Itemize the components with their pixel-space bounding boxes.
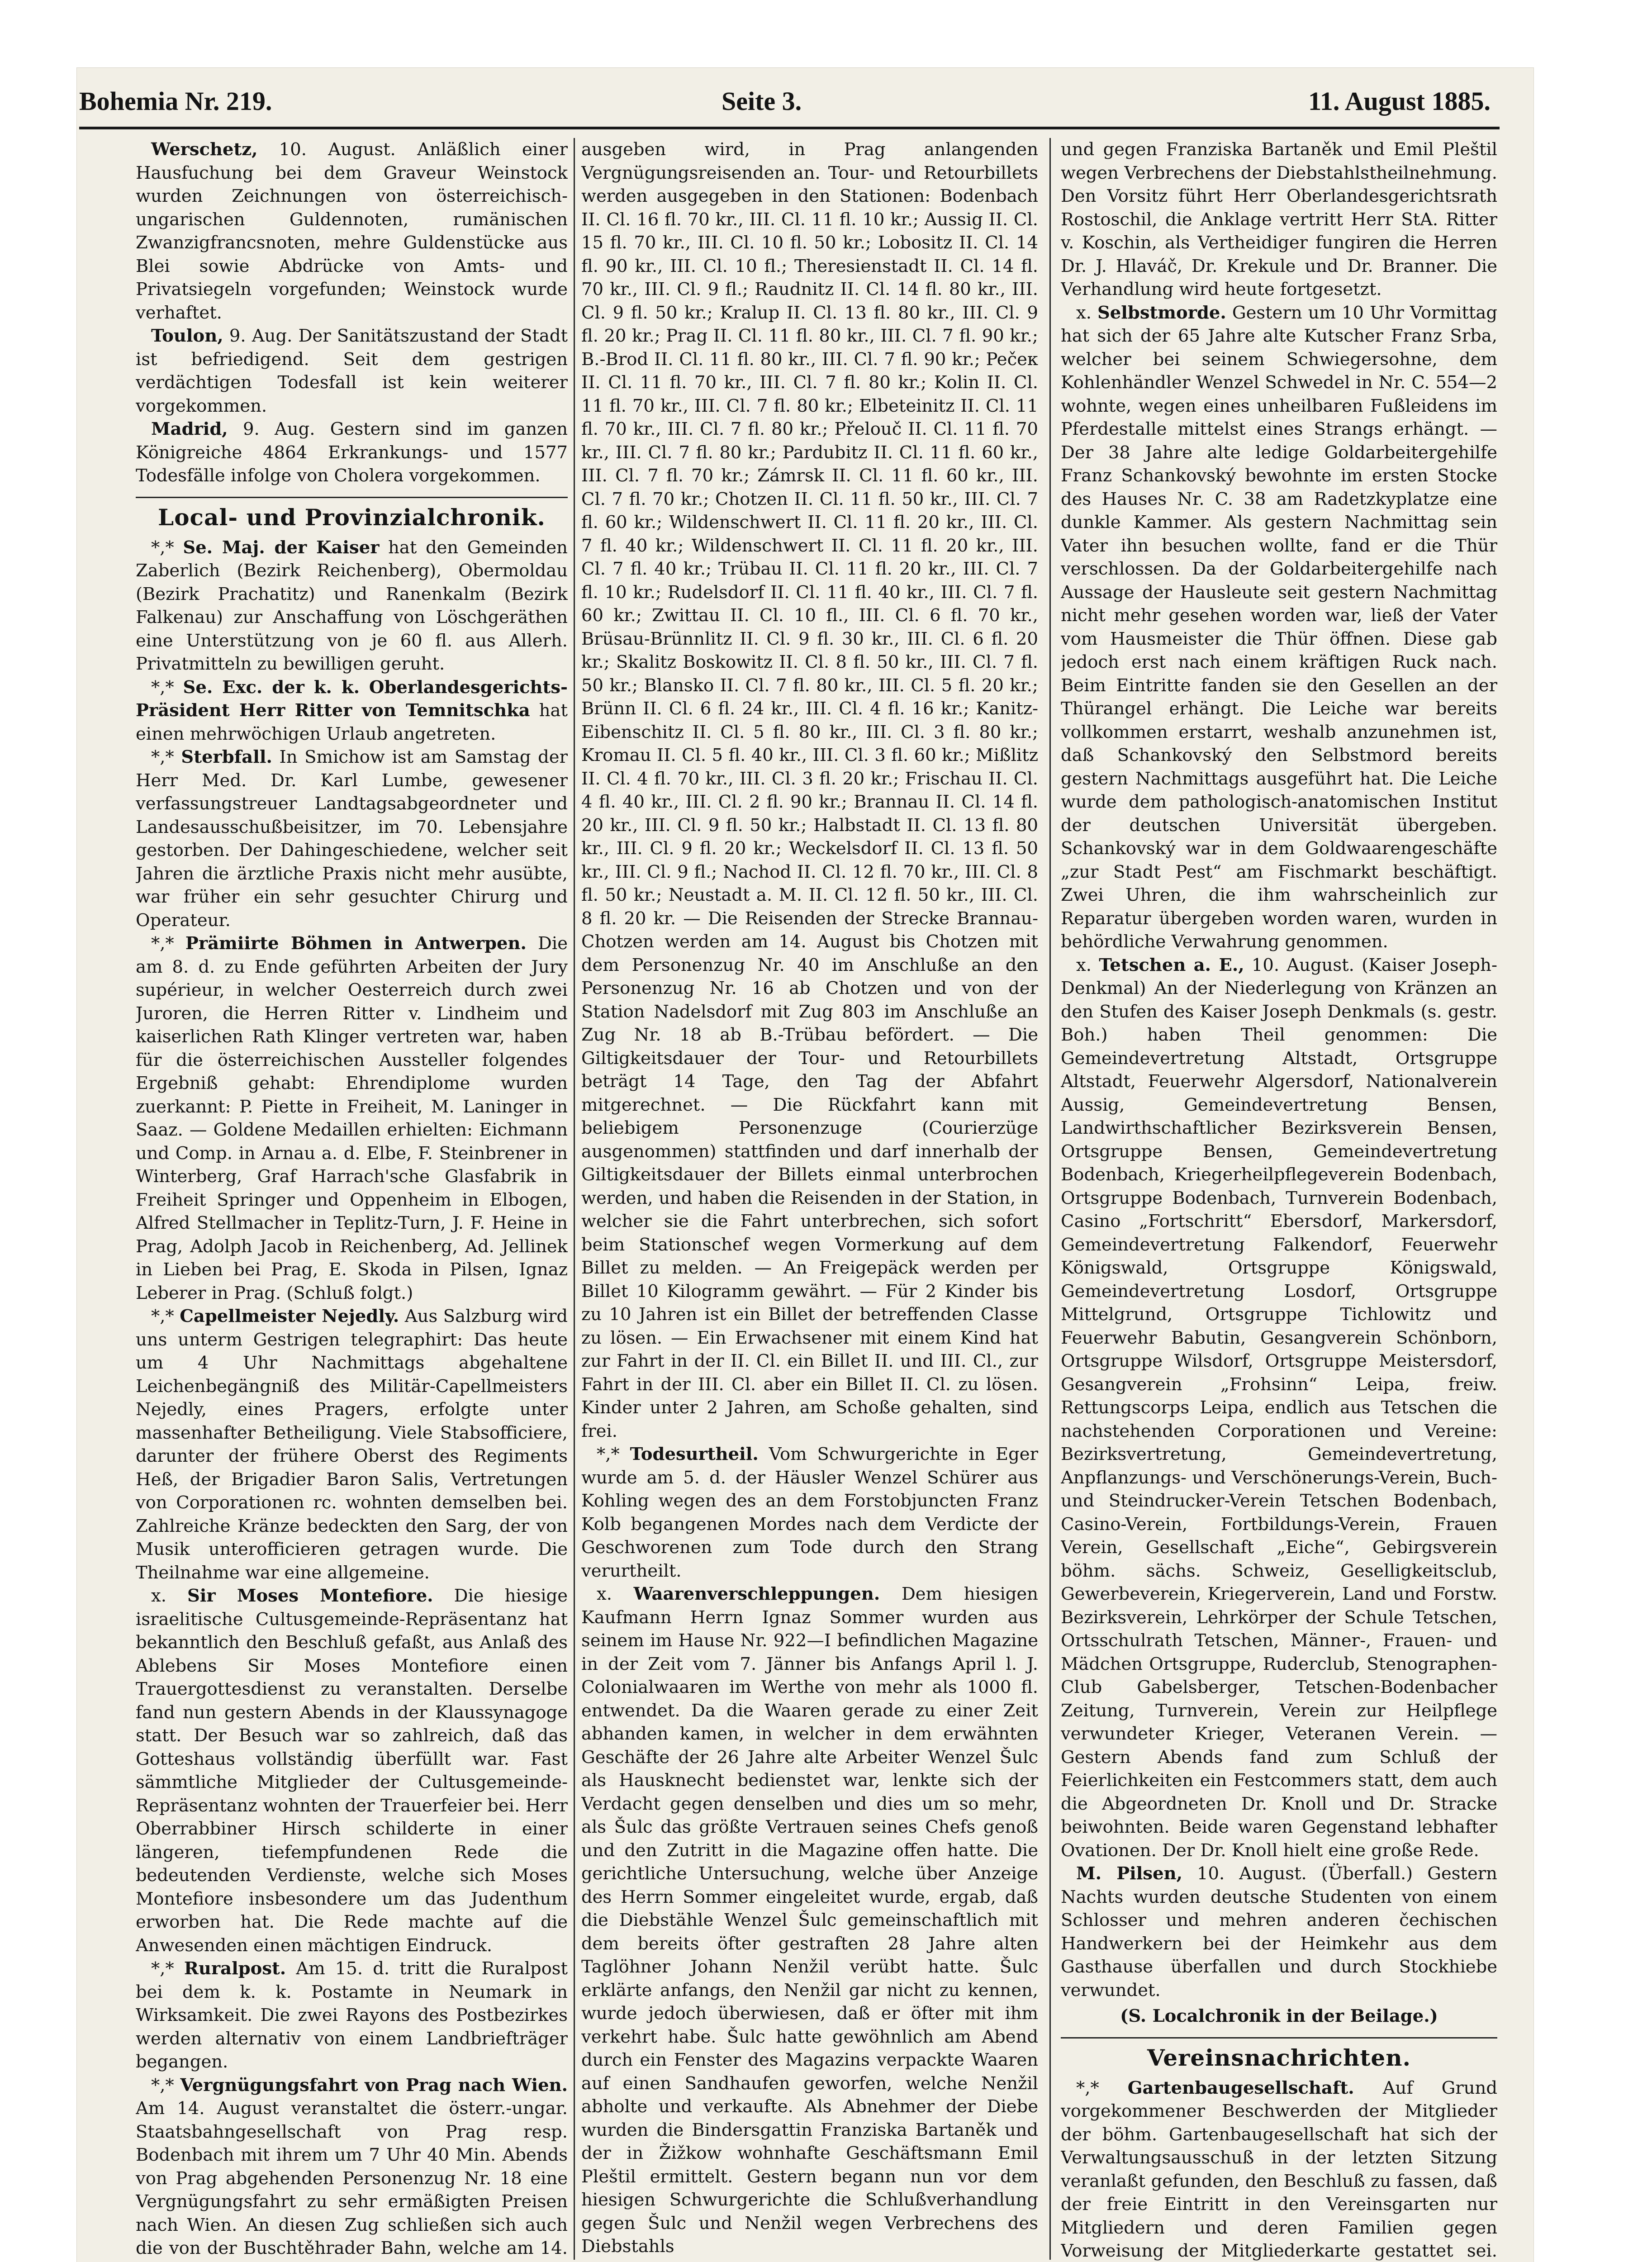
article-body: In Smichow ist am Samstag der Herr Med. Dr. Karl Lumbe, gewesener verfassungstreuer Landtagsabgeordneter und Landesausschußbeisitzer, im 70. Lebensjahre gestorben. Der Dahingeschiedene, welcher seit Jahren die ärztliche Praxis nicht mehr ausübte, war früher ein sehr gesuchter Chirurg und Operateur. [136, 747, 568, 931]
article-dateline: M. Pilsen, [1076, 1863, 1182, 1884]
article-body: Auf Grund vorgekommener Beschwerden der Mitglieder der böhm. Gartenbaugesellschaft hat sich der Verwaltungsausschuß in der letzten Sitzung veranlaßt gefunden, den Beschluß zu fassen, daß der freie Eintritt in den Vereinsgarten nur Mitgliedern und deren Familien gegen Vorweisung der Mitgliederkarte gestattet sei. [1061, 2077, 1497, 2261]
article-body: 9. Aug. Der Sanitätszustand der Stadt ist befriedigend. Seit dem gestrigen verdächtigen Todesfall ist kein weiterer vorgekommen. [136, 326, 568, 416]
column-rule [1049, 138, 1051, 2260]
article-body: 9. Aug. Gestern sind im ganzen Königreiche 4864 Erkrankungs- und 1577 Todesfälle infolge von Cholera vorgekommen. [136, 419, 568, 486]
article-body: hat einen mehrwöchigen Urlaub angetreten. [136, 700, 568, 744]
article-vergnuegungsfahrt-cont [581, 138, 1038, 1443]
article-werschetz [136, 138, 568, 324]
article-sterbfall: *,* Sterbfall. In Smichow ist am Samstag der Herr Med. Dr. Karl Lumbe, gewesener verfassungstreuer Landtagsabgeordneter und Landesausschußbeisitzer, im 70. Lebensjahre gestorben. Der Dahingeschiedene, welcher seit Jahren die ärztliche Praxis nicht mehr ausübte, war früher ein sehr gesuchter Chirurg und Operateur. [136, 747, 568, 931]
article-dateline: Werschetz, [151, 139, 258, 160]
article-body: Am 15. d. tritt die Ruralpost bei dem k. k. Postamte in Neumark in Wirksamkeit. Die zwei Rayons des Postbezirkes werden alternativ von einem Landbriefträger begangen. [136, 1958, 568, 2072]
article-todesurtheil: *,* Todesurtheil. Vom Schwurgerichte in Eger wurde am 5. d. der Häusler Wenzel Schürer aus Kohling wegen des an dem Forstobjuncten Franz Kolb begangenen Mordes nach dem Verdicte der Geschworenen zum Tode durch den Strang verurtheilt. [581, 1444, 1038, 1581]
article-gartenbau: *,* Gartenbaugesellschaft. Auf Grund vorgekommener Beschwerden der Mitglieder der böhm. Gartenbaugesellschaft hat sich der Verwaltungsausschuß in der letzten Sitzung veranlaßt gefunden, den Beschluß zu fassen, daß der freie Eintritt in den Vereinsgarten nur Mitgliedern und deren Familien gegen Vorweisung der Mitgliederkarte gestattet sei. [1061, 2077, 1497, 2262]
article-body: Die am 8. d. zu Ende geführten Arbeiten der Jury supérieur, in welcher Oesterreich durch zwei Juroren, die Herren Ritter v. Lindheim und kaiserlichen Rath Klinger vertreten war, haben für die österreichischen Aussteller folgendes Ergebniß gehabt: Ehrendiplome wurden zuerkannt: P. Piette in Freiheit, M. Laninger in Saaz. — Goldene Medaillen erhielten: Eichmann und Comp. in Arnau a. d. Elbe, F. Steinbrener in Winterberg, Graf Harrach'sche Glasfabrik in Freiheit Springer und Oppenheim in Elbogen, Alfred Stellmacher in Teplitz-Turn, J. F. Heine in Prag, Adolph Jacob in Reichenberg, Ad. Jellinek in Lieben bei Prag, E. Skoda in Pilsen, Ignaz Leberer in Prag. (Schluß folgt.) [136, 933, 568, 1303]
article-pilsen [1061, 1862, 1497, 2002]
section-heading-vereinsnachrichten: Vereinsnachrichten. [1061, 2037, 1497, 2072]
article-waarenverschleppungen: x. Waarenverschleppungen. Dem hiesigen Kaufmann Herrn Ignaz Sommer wurden aus seinem im Hause Nr. 922—I befindlichen Magazine in der Zeit vom 7. Jänner bis Anfangs April l. J. Colonialwaaren im Werthe von mehr als 1000 fl. entwendet. Da die Waaren gerade zu einer Zeit abhanden kamen, in welcher in dem erwähnten Geschäfte der 26 Jahre alte Arbeiter Wenzel Šulc als Hausknecht bedienstet war, lenkte sich der Verdacht gegen denselben und dies um so mehr, als Šulc das größte Vertrauen seines Chefs genoß und den Zutritt in die Magazine offen hatte. Die gerichtliche Untersuchung, welche über Anzeige des Herrn Sommer eingeleitet wurde, ergab, daß die Diebstähle Wenzel Šulc gemeinschaftlich mit dem bereits öfter gestraften 28 Jahre alten Taglöhner Johann Nenžil verübt hatte. Šulc erklärte anfangs, den Nenžil gar nicht zu kennen, wurde jedoch überwiesen, daß er öfter mit ihm verkehrt habe. Šulc hatte gewöhnlich am Abend durch ein Fenster des Magazins verpackte Waaren auf einen Sandhaufen geworfen, welche Nenžil abholte und verkaufte. Als Abnehmer der Diebe wurden die Bindersgattin Franziska Bartaněk und der in Žižkow wohnhafte Geschäftsmann Emil Pleštil ermittelt. Gestern begann nun vor dem hiesigen Schwurgerichte die Schlußverhandlung gegen Šulc und Nenžil wegen Verbrechens des Diebstahls [581, 1584, 1038, 2257]
article-antwerpen: *,* Prämiirte Böhmen in Antwerpen. Die am 8. d. zu Ende geführten Arbeiten der Jury supérieur, in welcher Oesterreich durch zwei Juroren, die Herren Ritter v. Lindheim und kaiserlichen Rath Klinger vertreten war, haben für die österreichischen Aussteller folgendes Ergebniß gehabt: Ehrendiplome wurden zuerkannt: P. Piette in Freiheit, M. Laninger in Saaz. — Goldene Medaillen erhielten: Eichmann und Comp. in Arnau a. d. Elbe, F. Steinbrener in Winterberg, Graf Harrach'sche Glasfabrik in Freiheit Springer und Oppenheim in Elbogen, Alfred Stellmacher in Teplitz-Turn, J. F. Heine in Prag, Adolph Jacob in Reichenberg, Ad. Jellinek in Lieben bei Prag, E. Skoda in Pilsen, Ignaz Leberer in Prag. (Schluß folgt.) [136, 933, 568, 1303]
article-tetschen: x. Tetschen a. E., 10. August. (Kaiser Joseph-Denkmal) An der Niederlegung von Kränzen an den Stufen des Kaiser Joseph Denkmals (s. gestr. Boh.) haben Theil genommen: Die Gemeindevertretung Altstadt, Ortsgruppe Altstadt, Feuerwehr Algersdorf, Nationalverein Aussig, Gemeindevertretung Bensen, Landwirthschaftlicher Bezirksverein Bensen, Ortsgruppe Bensen, Gemeindevertretung Bodenbach, Kriegerheilpflegeverein Bodenbach, Ortsgruppe Bodenbach, Turnverein Bodenbach, Casino „Fortschritt“ Ebersdorf, Markersdorf, Gemeindevertretung Falkendorf, Feuerwehr Königswald, Ortsgruppe Königswald, Gemeindevertretung Losdorf, Ortsgruppe Mittelgrund, Ortsgruppe Tichlowitz und Feuerwehr Babutin, Gesangverein Schönborn, Ortsgruppe Wilsdorf, Ortsgruppe Meistersdorf, Gesangverein „Frohsinn“ Leipa, freiw. Rettungscorps Leipa, endlich aus Tetschen die nachstehenden Corporationen und Vereine: Bezirksvertretung, Gemeindevertretung, Anpflanzungs- und Verschönerungs-Verein, Buch- und Steindrucker-Verein Tetschen Bodenbach, Casino-Verein, Fortbildungs-Verein, Frauen Verein, Gesellschaft „Eiche“, Gebirgsverein böhm. sächs. Schweiz, Geselligkeitsclub, Gewerbeverein, Kriegerverein, Land und Forstw. Bezirksverein, Lehrkörper der Schule Tetschen, Ortsschulrath Tetschen, Männer-, Frauen- und Mädchen Ortsgruppe, Ruderclub, Stenographen-Club Gabelsberger, Tetschen-Bodenbacher Zeitung, Turnverein, Verein zur Heilpflege verwundeter Krieger, Veteranen Verein. — Gestern Abends fand zum Schluß der Feierlichkeiten ein Festcommers statt, dem auch die Abgeordneten Dr. Knoll und Dr. Stracke beiwohnten. Beide waren Gegenstand lebhafter Ovationen. Der Dr. Knoll hielt eine große Rede. [1061, 955, 1497, 1861]
page-number: Seite 3. [722, 86, 802, 116]
article-body: 10. August. Anläßlich einer Hausfuchung bei dem Graveur Weinstock wurden Zeichnungen von österreichisch-ungarischen Guldennoten, rumänischen Zwanzigfrancsnoten, mehre Guldenstücke aus Blei sowie Abdrücke von Amts- und Privatsiegeln vorgefunden; Weinstock wurde verhaftet. [136, 139, 568, 323]
article-body: 10. August. (Überfall.) Gestern Nachts wurden deutsche Studenten von einem Schlosser und mehren anderen čechischen Handwerkern bei der Heimkehr aus dem Gasthause überfallen und durch Stockhiebe verwundet. [1061, 1863, 1497, 2001]
article-vergnuegungsfahrt: *,* Vergnügungsfahrt von Prag nach Wien. Am 14. August veranstaltet die österr.-ungar. Staatsbahngesellschaft von Prag resp. Bodenbach mit ihrem um 7 Uhr 40 Min. Abends von Prag abgehenden Personenzug Nr. 18 eine Vergnügungsfahrt zu sehr ermäßigten Preisen nach Wien. An diesen Zug schließen sich auch die von der Buschtěhrader Bahn, welche am 14. [136, 2074, 568, 2262]
localchronik-note: (S. Localchronik in der Beilage.) [1120, 2006, 1438, 2026]
page-header [79, 86, 1491, 122]
article-title: Vergnügungsfahrt von Prag nach Wien. [180, 2075, 568, 2096]
article-title: Waarenverschleppungen. [633, 1584, 880, 1604]
article-madrid [136, 418, 568, 488]
article-montefiore: x. Sir Moses Montefiore. Die hiesige israelitische Cultusgemeinde-Repräsentanz hat bekanntlich den Beschluß gefaßt, aus Anlaß des Ablebens Sir Moses Montefiore einen Trauergottesdienst zu veranstalten. Derselbe fand nun gestern Abends in der Klaussynagoge statt. Der Besuch war so zahlreich, daß das Gotteshaus vollständig überfüllt war. Fast sämmtliche Mitglieder der Cultusgemeinde-Repräsentanz wohnten der Trauerfeier bei. Herr Oberrabbiner Hirsch schilderte in einer längeren, tiefempfundenen Rede die bedeutenden Verdienste, welche sich Moses Montefiore insbesondere um das Judenthum erworben hat. Die Rede machte auf die Anwesenden einen mächtigen Eindruck. [136, 1586, 568, 1956]
column-3 [1061, 138, 1497, 2262]
article-nejedly: *,* Capellmeister Nejedly. Aus Salzburg wird uns unterm Gestrigen telegraphirt: Das heute um 4 Uhr Nachmittags abgehaltene Leichenbegängniß des Militär-Capellmeisters Nejedly, eines Pragers, erfolgte unter massenhafter Betheiligung. Viele Stabsofficiere, darunter der frühere Oberst des Regiments Heß, der Brigadier Baron Salis, Vertretungen von Corporationen rc. wohnten demselben bei. Zahlreiche Kränze bedeckten den Sarg, der von Musik unterofficieren getragen wurde. Die Theilnahme war eine allgemeine. [136, 1306, 568, 1583]
article-title: Sterbfall. [181, 747, 272, 767]
article-body: Gestern um 10 Uhr Vormittag hat sich der 65 Jahre alte Kutscher Franz Srba, welcher bei seinem Schwiegersohne, dem Kohlenhändler Wenzel Schwedel in Nr. C. 554—2 wohnte, wegen eines unheilbaren Fußleidens im Pferdestalle mittelst eines Strangs erhängt. — Der 38 Jahre alte ledige Goldarbeitergehilfe Franz Schankovský bewohnte im ersten Stocke des Hauses Nr. C. 38 am Radetzkyplatze eine dunkle Kammer. Als gestern Nachmittag sein Vater ihn besuchen wollte, fand er die Thür verschlossen. Da der Goldarbeitergehilfe nach Aussage der Hausleute seit gestern Nachmittag nicht mehr gesehen worden war, ließ der Vater vom Hausmeister die Thür öffnen. Diese gab jedoch erst nach einem kräftigen Ruck nach. Beim Eintritte fanden sie den Gesellen an der Thürangel erhängt. Die Leiche war bereits vollkommen erstarrt, weshalb anzunehmen ist, daß Schankovský den Selbstmord bereits gestern Nachmittags ausgeführt hat. Die Leiche wurde dem pathologisch-anatomischen Institut der deutschen Universität übergeben. Schankovský war in dem Goldwaarengeschäfte „zur Stadt Pest“ am Fischmarkt beschäftigt. Zwei Uhren, die ihm wahrscheinlich zur Reparatur übergeben worden waren, wurden in behördliche Verwahrung genommen. [1061, 302, 1497, 952]
article-body: und gegen Franziska Bartaněk und Emil Pleštil wegen Verbrechens der Diebstahlstheilnehmung. Den Vorsitz führt Herr Oberlandesgerichtsrath Rostoschil, die Anklage vertritt Herr StA. Ritter v. Koschin, als Vertheidiger fungiren die Herren Dr. J. Hlaváč, Dr. Krekule und Dr. Branner. Die Verhandlung wird heute fortgesetzt. [1061, 139, 1497, 299]
issue-date: 11. August 1885. [1308, 86, 1491, 116]
article-temnitschka: *,* Se. Exc. der k. k. Oberlandesgerichts-Präsident Herr Ritter von Temnitschka hat einen mehrwöchigen Urlaub angetreten. [136, 677, 568, 744]
article-body: Die hiesige israelitische Cultusgemeinde-Repräsentanz hat bekanntlich den Beschluß gefaßt, aus Anlaß des Ablebens Sir Moses Montefiore einen Trauergottesdienst zu veranstalten. Derselbe fand nun gestern Abends in der Klaussynagoge statt. Der Besuch war so zahlreich, daß das Gotteshaus vollständig überfüllt war. Fast sämmtliche Mitglieder der Cultusgemeinde-Repräsentanz wohnten der Trauerfeier bei. Herr Oberrabbiner Hirsch schilderte in einer längeren, tiefempfundenen Rede die bedeutenden Verdienste, welche sich Moses Montefiore insbesondere um das Judenthum erworben hat. Die Rede machte auf die Anwesenden einen mächtigen Eindruck. [136, 1586, 568, 1956]
article-body: Aus Salzburg wird uns unterm Gestrigen telegraphirt: Das heute um 4 Uhr Nachmittags abgehaltene Leichenbegängniß des Militär-Capellmeisters Nejedly, eines Pragers, erfolgte unter massenhafter Betheiligung. Viele Stabsofficiere, darunter der frühere Oberst des Regiments Heß, der Brigadier Baron Salis, Vertretungen von Corporationen rc. wohnten demselben bei. Zahlreiche Kränze bedeckten den Sarg, der von Musik unterofficieren getragen wurde. Die Theilnahme war eine allgemeine. [136, 1306, 568, 1583]
article-body: ausgeben wird, in Prag anlangenden Vergnügungsreisenden an. Tour- und Retourbillets werden ausgegeben in den Stationen: Bodenbach II. Cl. 16 fl. 70 kr., III. Cl. 11 fl. 10 kr.; Aussig II. Cl. 15 fl. 70 kr., III. Cl. 10 fl. 50 kr.; Lobositz II. Cl. 14 fl. 90 kr., III. Cl. 10 fl.; Theresienstadt II. Cl. 14 fl. 70 kr., III. Cl. 9 fl.; Raudnitz II. Cl. 14 fl. 80 kr., III. Cl. 9 fl. 50 kr.; Kralup II. Cl. 13 fl. 80 kr., III. Cl. 9 fl. 20 kr.; Prag II. Cl. 11 fl. 80 kr., III. Cl. 7 fl. 90 kr.; B.-Brod II. Cl. 11 fl. 80 kr., III. Cl. 7 fl. 90 kr.; Pečeк II. Cl. 11 fl. 70 kr., III. Cl. 7 fl. 80 kr.; Kolin II. Cl. 11 fl. 70 kr., III. Cl. 7 fl. 80 kr.; Elbeteinitz II. Cl. 11 fl. 70 kr., III. Cl. 7 fl. 80 kr.; Přelouč II. Cl. 11 fl. 70 kr., III. Cl. 7 fl. 80 kr.; Pardubitz II. Cl. 11 fl. 60 kr., III. Cl. 7 fl. 70 kr.; Zámrsk II. Cl. 11 fl. 60 kr., III. Cl. 7 fl. 70 kr.; Chotzen II. Cl. 11 fl. 50 kr., III. Cl. 7 fl. 60 kr.; Wildenschwert II. Cl. 11 fl. 20 kr., III. Cl. 7 fl. 40 kr.; Wildenschwert II. Cl. 11 fl. 20 kr., III. Cl. 7 fl. 40 kr.; Trübau II. Cl. 11 fl. 20 kr., III. Cl. 7 fl. 10 kr.; Rudelsdorf II. Cl. 11 fl. 40 kr., III. Cl. 7 fl. 60 kr.; Zwittau II. Cl. 10 fl., III. Cl. 6 fl. 70 kr., Brüsau-Brünnlitz II. Cl. 9 fl. 30 kr., III. Cl. 6 fl. 20 kr.; Skalitz Boskowitz II. Cl. 8 fl. 50 kr., III. Cl. 7 fl. 50 kr.; Blansko II. Cl. 7 fl. 80 kr., III. Cl. 5 fl. 20 kr.; Brünn II. Cl. 6 fl. 24 kr., III. Cl. 4 fl. 16 kr.; Kanitz-Eibenschitz II. Cl. 5 fl. 80 kr., III. Cl. 3 fl. 80 kr.; Kromau II. Cl. 5 fl. 40 kr., III. Cl. 3 fl. 60 kr.; Mißlitz II. Cl. 4 fl. 70 kr., III. Cl. 3 fl. 20 kr.; Frischau II. Cl. 4 fl. 40 kr., III. Cl. 2 fl. 90 kr.; Brannau II. Cl. 14 fl. 20 kr., III. Cl. 9 fl. 50 kr.; Halbstadt II. Cl. 13 fl. 80 kr., III. Cl. 9 fl. 20 kr.; Weckelsdorf II. Cl. 13 fl. 50 kr., III. Cl. 9 fl.; Nachod II. Cl. 12 fl. 70 kr., III. Cl. 8 fl. 50 kr.; Neustadt a. M. II. Cl. 12 fl. 50 kr., III. Cl. 8 fl. 20 kr. — Die Reisenden der Strecke Brannau-Chotzen werden am 14. August bis Chotzen mit dem Personenzug Nr. 40 im Anschluße an den Personenzug Nr. 16 ab Chotzen und von der Station Nadelsdorf mit Zug 803 im Anschluße an Zug Nr. 18 ab B.-Trübau befördert. — Die Giltigkeitsdauer der Tour- und Retourbillets beträgt 14 Tage, den Tag der Abfahrt mitgerechnet. — Die Rückfahrt kann mit beliebigem Personenzuge (Courierzüge ausgenommen) stattfinden und darf innerhalb der Giltigkeitsdauer der Billets einmal unterbrochen werden, und haben die Reisenden in der Station, in welcher sie die Fahrt unterbrechen, sich sofort beim Stationschef wegen Vormerkung auf dem Billet zu melden. — An Freigepäck werden per Billet 10 Kilogramm gewährt. — Für 2 Kinder bis zu 10 Jahren ist ein Billet der betreffenden Classe zu lösen. — Ein Erwachsener mit einem Kind hat zur Fahrt in der II. Cl. ein Billet II. und III. Cl., zur Fahrt in der III. Cl. aber ein Billet II. Cl. zu lösen. Kinder unter 2 Jahren, am Schoße gehalten, sind frei. [581, 139, 1038, 1441]
newspaper-issue: Bohemia Nr. 219. [79, 86, 272, 116]
article-dateline: Tetschen a. E., [1099, 955, 1244, 975]
column-1 [136, 138, 568, 2262]
article-waarenverschleppungen-cont [1061, 138, 1497, 301]
header-rule [79, 127, 1500, 129]
section-heading-local: Local- und Provinzialchronik. [136, 497, 568, 532]
article-body: 10. August. (Kaiser Joseph-Denkmal) An der Niederlegung von Kränzen an den Stufen des Kaiser Joseph Denkmals (s. gestr. Boh.) haben Theil genommen: Die Gemeindevertretung Altstadt, Ortsgruppe Altstadt, Feuerwehr Algersdorf, Nationalverein Aussig, Gemeindevertretung Bensen, Landwirthschaftlicher Bezirksverein Bensen, Ortsgruppe Bensen, Gemeindevertretung Bodenbach, Kriegerheilpflegeverein Bodenbach, Ortsgruppe Bodenbach, Turnverein Bodenbach, Casino „Fortschritt“ Ebersdorf, Markersdorf, Gemeindevertretung Falkendorf, Feuerwehr Königswald, Ortsgruppe Königswald, Gemeindevertretung Losdorf, Ortsgruppe Mittelgrund, Ortsgruppe Tichlowitz und Feuerwehr Babutin, Gesangverein Schönborn, Ortsgruppe Wilsdorf, Ortsgruppe Meistersdorf, Gesangverein „Frohsinn“ Leipa, freiw. Rettungscorps Leipa, endlich aus Tetschen die nachstehenden Corporationen und Vereine: Bezirksvertretung, Gemeindevertretung, Anpflanzungs- und Verschönerungs-Verein, Buch- und Steindrucker-Verein Tetschen Bodenbach, Casino-Verein, Fortbildungs-Verein, Frauen Verein, Gesellschaft „Eiche“, Gebirgsverein böhm. sächs. Schweiz, Geselligkeitsclub, Gewerbeverein, Kriegerverein, Land und Forstw. Bezirksverein, Lehrkörper der Schule Tetschen, Ortsschulrath Tetschen, Männer-, Frauen- und Mädchen Ortsgruppe, Ruderclub, Stenographen-Club Gabelsberger, Tetschen-Bodenbacher Zeitung, Turnverein, Verein zur Heilpflege verwundeter Krieger, Veteranen Verein. — Gestern Abends fand zum Schluß der Feierlichkeiten ein Festcommers statt, dem auch die Abgeordneten Dr. Knoll und Dr. Stracke beiwohnten. Beide waren Gegenstand lebhafter Ovationen. Der Dr. Knoll hielt eine große Rede. [1061, 955, 1497, 1861]
article-title: Todesurtheil. [630, 1444, 759, 1464]
article-dateline: Toulon, [151, 326, 223, 346]
article-title: Prämiirte Böhmen in Antwerpen. [185, 933, 527, 954]
article-title: Se. Exc. der k. k. Oberlandesgerichts-Präsident Herr Ritter von Temnitschka [136, 677, 568, 721]
article-title: Selbstmorde. [1097, 302, 1226, 323]
column-2 [581, 138, 1038, 2262]
article-body: hat den Gemeinden Zaberlich (Bezirk Reichenberg), Obermoldau (Bezirk Prachatitz) und Ranenkalm (Bezirk Falkenau) zur Anschaffung von Löschgeräthen eine Unterstützung von je 60 fl. aus Allerh. Privatmitteln zu bewilligen geruht. [136, 537, 568, 674]
article-body: Am 14. August veranstaltet die österr.-ungar. Staatsbahngesellschaft von Prag resp. Bodenbach mit ihrem um 7 Uhr 40 Min. Abends von Prag abgehenden Personenzug Nr. 18 eine Vergnügungsfahrt zu sehr ermäßigten Preisen nach Wien. An diesen Zug schließen sich auch die von der Buschtěhrader Bahn, welche am 14. [136, 2098, 568, 2258]
article-title: Ruralpost. [184, 1958, 286, 1979]
article-ruralpost: *,* Ruralpost. Am 15. d. tritt die Ruralpost bei dem k. k. Postamte in Neumark in Wirksamkeit. Die zwei Rayons des Postbezirkes werden alternativ von einem Landbriefträger begangen. [136, 1958, 568, 2072]
article-toulon [136, 324, 568, 418]
column-rule [574, 138, 575, 2260]
article-title: Gartenbaugesellschaft. [1127, 2077, 1354, 2098]
article-body: Dem hiesigen Kaufmann Herrn Ignaz Sommer wurden aus seinem im Hause Nr. 922—I befindlichen Magazine in der Zeit vom 7. Jänner bis Anfangs April l. J. Colonialwaaren im Werthe von mehr als 1000 fl. entwendet. Da die Waaren gerade zu einer Zeit abhanden kamen, in welcher in dem erwähnten Geschäfte der 26 Jahre alte Arbeiter Wenzel Šulc als Hausknecht bedienstet war, lenkte sich der Verdacht gegen denselben und dies um so mehr, als Šulc das größte Vertrauen seines Chefs genoß und den Zutritt in die Magazine offen hatte. Die gerichtliche Untersuchung, welche über Anzeige des Herrn Sommer eingeleitet wurde, ergab, daß die Diebstähle Wenzel Šulc gemeinschaftlich mit dem bereits öfter gestraften 28 Jahre alten Taglöhner Johann Nenžil verübt hatte. Šulc erklärte anfangs, den Nenžil gar nicht zu kennen, wurde jedoch überwiesen, daß er öfter mit ihm verkehrt habe. Šulc hatte gewöhnlich am Abend durch ein Fenster des Magazins verpackte Waaren auf einen Sandhaufen geworfen, welche Nenžil abholte und verkaufte. Als Abnehmer der Diebe wurden die Bindersgattin Franziska Bartaněk und der in Žižkow wohnhafte Geschäftsmann Emil Pleštil ermittelt. Gestern begann nun vor dem hiesigen Schwurgerichte die Schlußverhandlung gegen Šulc und Nenžil wegen Verbrechens des Diebstahls [581, 1584, 1038, 2257]
article-kaiser: *,* Se. Maj. der Kaiser hat den Gemeinden Zaberlich (Bezirk Reichenberg), Obermoldau (Bezirk Prachatitz) und Ranenkalm (Bezirk Falkenau) zur Anschaffung von Löschgeräthen eine Unterstützung von je 60 fl. aus Allerh. Privatmitteln zu bewilligen geruht. [136, 537, 568, 674]
article-title: Sir Moses Montefiore. [187, 1586, 433, 1606]
article-title: Capellmeister Nejedly. [180, 1306, 399, 1326]
article-body: Vom Schwurgerichte in Eger wurde am 5. d. der Häusler Wenzel Schürer aus Kohling wegen des an dem Forstobjuncten Franz Kolb begangenen Mordes nach dem Verdicte der Geschworenen zum Tode durch den Strang verurtheilt. [581, 1444, 1038, 1581]
article-title: Se. Maj. der Kaiser [183, 537, 380, 558]
article-dateline: Madrid, [151, 419, 228, 439]
article-selbstmorde: x. Selbstmorde. Gestern um 10 Uhr Vormittag hat sich der 65 Jahre alte Kutscher Franz Srba, welcher bei seinem Schwiegersohne, dem Kohlenhändler Wenzel Schwedel in Nr. C. 554—2 wohnte, wegen eines unheilbaren Fußleidens im Pferdestalle mittelst eines Strangs erhängt. — Der 38 Jahre alte ledige Goldarbeitergehilfe Franz Schankovský bewohnte im ersten Stocke des Hauses Nr. C. 38 am Radetzkyplatze eine dunkle Kammer. Als gestern Nachmittag sein Vater ihn besuchen wollte, fand er die Thür verschlossen. Da der Goldarbeitergehilfe nach Aussage der Hausleute seit gestern Nachmittag nicht mehr gesehen worden war, ließ der Vater vom Hausmeister die Thür öffnen. Diese gab jedoch erst nach einem kräftigen Ruck nach. Beim Eintritte fanden sie den Gesellen an der Thürangel erhängt. Die Leiche war bereits vollkommen erstarrt, weshalb anzunehmen ist, daß Schankovský den Selbstmord bereits gestern Nachmittags ausgeführt hat. Die Leiche wurde dem pathologisch-anatomischen Institut der deutschen Universität übergeben. Schankovský war in dem Goldwaarengeschäfte „zur Stadt Pest“ am Fischmarkt beschäftigt. Zwei Uhren, die ihm wahrscheinlich zur Reparatur übergeben worden waren, wurden in behördliche Verwahrung genommen. [1061, 302, 1497, 952]
